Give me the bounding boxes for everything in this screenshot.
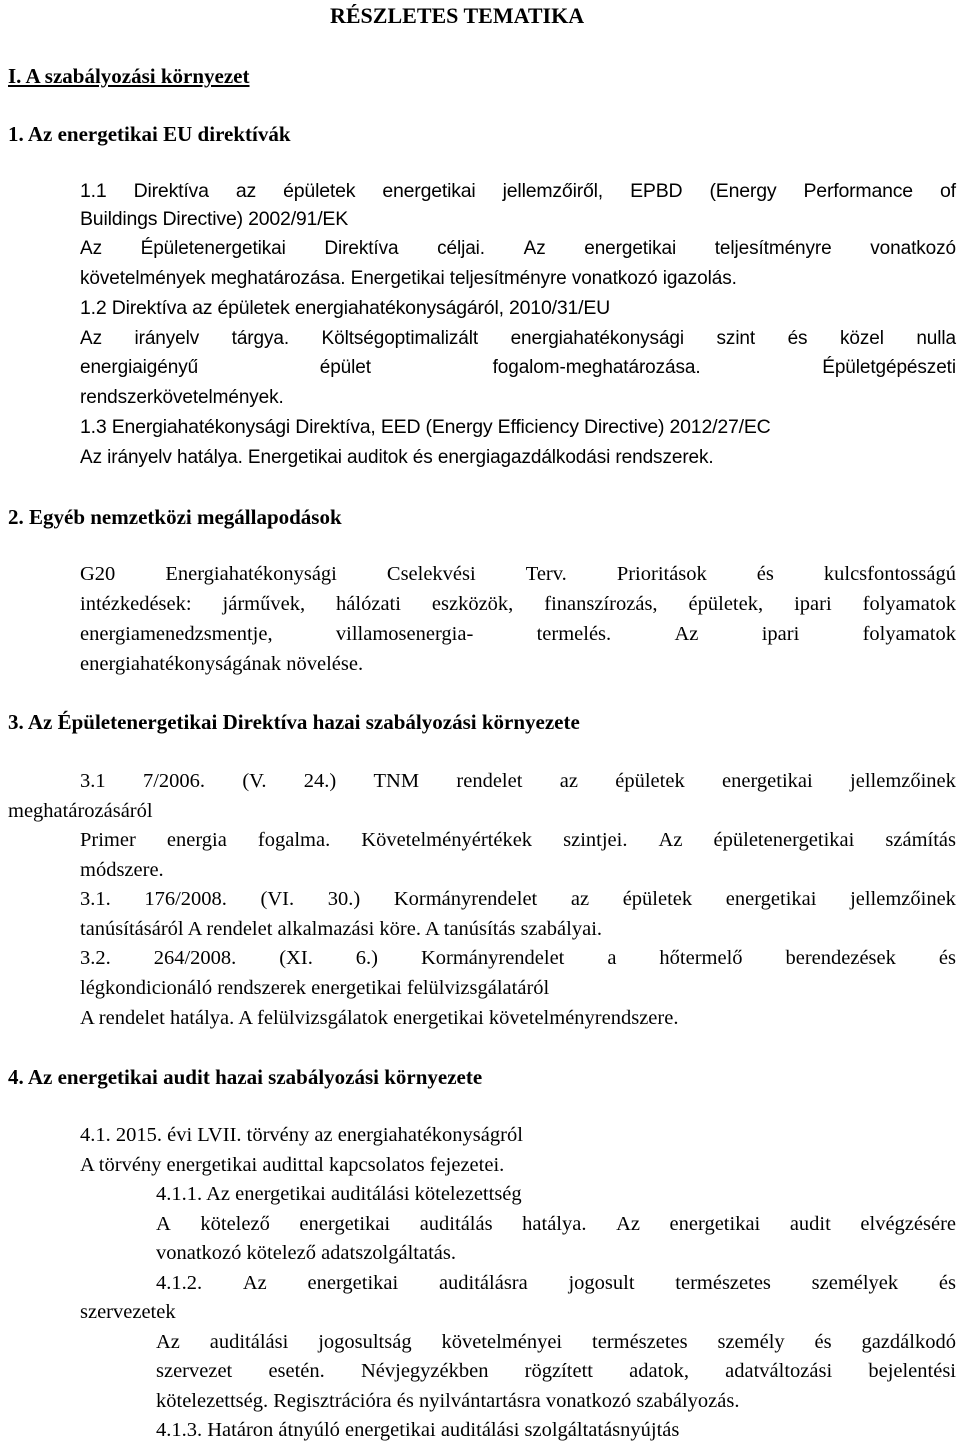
word: EPBD — [630, 180, 683, 202]
word: energetikai — [725, 888, 817, 910]
word: tárgya. — [231, 328, 290, 349]
word: elvégzésére — [860, 1213, 956, 1235]
word: Az — [658, 829, 683, 851]
word: Költségoptimalizált — [321, 328, 479, 349]
paragraph-line: légkondicionáló rendszerek energetikai felülvizsgálatáról — [80, 977, 550, 999]
paragraph-line — [156, 1273, 956, 1294]
word: és — [756, 563, 774, 585]
word: adatok, — [629, 1360, 689, 1382]
word: 4.1.2. — [156, 1272, 203, 1294]
word: jellemzőinek — [850, 770, 956, 792]
word: és — [938, 947, 956, 969]
word: Kormányrendelet — [393, 888, 538, 910]
word: TNM — [373, 770, 420, 792]
paragraph-line: Buildings Directive) 2002/91/EK — [80, 208, 349, 230]
paragraph-line: szervezetek — [80, 1301, 176, 1323]
word: és — [787, 328, 808, 349]
word: az — [235, 180, 257, 202]
word: Épületgépészeti — [822, 357, 956, 378]
word: ipari — [794, 593, 832, 615]
paragraph-line — [80, 329, 956, 348]
word: 264/2008. — [153, 947, 237, 969]
paragraph-line — [156, 1214, 956, 1235]
word: Prioritások — [616, 563, 707, 585]
word: teljesítményre — [714, 238, 832, 259]
word: jogosult — [568, 1272, 635, 1294]
word: 1.1 — [80, 180, 107, 202]
word: folyamatok — [862, 593, 956, 615]
word: energetikai — [722, 770, 813, 792]
word: (VI. — [260, 888, 295, 910]
word: audit — [789, 1213, 831, 1235]
word: természetes — [592, 1331, 688, 1353]
word: vonatkozó — [870, 238, 956, 259]
word: A — [156, 1213, 171, 1235]
paragraph-line: 4.1.1. Az energetikai auditálási kötelezettség — [156, 1183, 522, 1205]
paragraph-line — [80, 889, 956, 910]
word: energetikai — [307, 1272, 399, 1294]
paragraph-line: A rendelet hatálya. A felülvizsgálatok energetikai követelményrendszere. — [80, 1007, 679, 1029]
word: intézkedések: — [80, 593, 192, 615]
paragraph-line — [156, 1361, 956, 1382]
word: Az — [523, 238, 546, 259]
word: kötelező — [200, 1213, 270, 1235]
word: esetén. — [268, 1360, 325, 1382]
paragraph-line: vonatkozó kötelező adatszolgáltatás. — [156, 1242, 456, 1264]
document-title: RÉSZLETES TEMATIKA — [330, 3, 585, 28]
section-heading-building-directive-domestic: 3. Az Épületenergetikai Direktíva hazai szabályozási környezete — [8, 710, 580, 734]
word: és — [814, 1331, 832, 1353]
word: céljai. — [437, 238, 485, 259]
word: villamosenergia- — [335, 623, 474, 645]
paragraph-line: 4.1.3. Határon átnyúló energetikai auditálási szolgáltatásnyújtás — [156, 1419, 680, 1441]
word: Kormányrendelet — [420, 947, 565, 969]
word: 7/2006. — [142, 770, 206, 792]
word: épület — [319, 357, 371, 378]
paragraph-line — [80, 771, 956, 792]
paragraph-line: A törvény energetikai audittal kapcsolatos fejezetei. — [80, 1154, 505, 1176]
word: termelés. — [536, 623, 612, 645]
section-heading-energy-audit-domestic: 4. Az energetikai audit hazai szabályozási környezete — [8, 1065, 483, 1089]
paragraph-line — [80, 182, 956, 202]
word: (XI. — [279, 947, 313, 969]
paragraph-line: Az irányelv hatálya. Energetikai auditok és energiagazdálkodási rendszerek. — [80, 447, 714, 468]
word: Az — [616, 1213, 640, 1235]
paragraph-line — [80, 564, 956, 585]
word: energia — [166, 829, 227, 851]
word: épületek — [622, 888, 693, 910]
word: (V. — [242, 770, 267, 792]
word: energetikai — [584, 238, 677, 259]
section-heading-international-agreements: 2. Egyéb nemzetközi megállapodások — [8, 505, 342, 529]
word: személyek — [811, 1272, 899, 1294]
word: bejelentési — [868, 1360, 956, 1382]
word: jellemzőiről, — [502, 180, 604, 202]
word: auditálási — [209, 1331, 289, 1353]
word: épületek — [283, 180, 356, 202]
paragraph-line — [80, 239, 956, 258]
word: járművek, — [222, 593, 306, 615]
word: 3.1 — [80, 770, 106, 792]
word: energetikai — [382, 180, 476, 202]
word: Az — [80, 238, 102, 259]
word: Primer — [80, 829, 136, 851]
paragraph-line: 4.1. 2015. évi LVII. törvény az energiahatékonyságról — [80, 1124, 523, 1146]
word: Cselekvési — [386, 563, 476, 585]
word: közel — [839, 328, 884, 349]
word: folyamatok — [862, 623, 956, 645]
paragraph-line: módszere. — [80, 859, 164, 881]
word: Az — [674, 623, 699, 645]
word: rögzített — [524, 1360, 593, 1382]
word: of — [940, 180, 956, 202]
word: Direktíva — [133, 180, 209, 202]
word: Performance — [803, 180, 913, 202]
word: irányelv — [134, 328, 200, 349]
word: szint — [716, 328, 756, 349]
word: épületek, — [688, 593, 764, 615]
paragraph-line — [156, 1332, 956, 1353]
paragraph-line — [80, 594, 956, 615]
paragraph-line — [80, 358, 956, 377]
word: finanszírozás, — [544, 593, 658, 615]
paragraph-line: rendszerkövetelmények. — [80, 387, 284, 408]
paragraph-line — [80, 830, 956, 851]
word: adatváltozási — [725, 1360, 833, 1382]
word: Az — [242, 1272, 267, 1294]
word: az — [570, 888, 590, 910]
word: hőtermelő — [659, 947, 743, 969]
word: szervezet — [156, 1360, 233, 1382]
word: energiahatékonysági — [510, 328, 685, 349]
paragraph-line — [80, 948, 956, 969]
word: az — [559, 770, 578, 792]
word: energiamenedzsmentje, — [80, 623, 273, 645]
word: (Energy — [709, 180, 777, 202]
word: jellemzőinek — [850, 888, 956, 910]
paragraph-line — [80, 624, 956, 645]
paragraph-line: követelmények meghatározása. Energetikai teljesítményre vonatkozó igazolás. — [80, 268, 737, 289]
word: természetes — [675, 1272, 771, 1294]
word: fogalma. — [257, 829, 331, 851]
word: jogosultság — [318, 1331, 412, 1353]
section-heading-regulatory-environment: I. A szabályozási környezet — [8, 64, 250, 88]
word: nulla — [916, 328, 956, 349]
word: gazdálkodó — [861, 1331, 956, 1353]
paragraph-line: energiahatékonyságának növelése. — [80, 653, 364, 675]
word: követelményei — [441, 1331, 563, 1353]
word: G20 — [80, 563, 116, 585]
word: Terv. — [525, 563, 567, 585]
word: energetikai — [669, 1213, 761, 1235]
word: épületenergetikai — [713, 829, 855, 851]
word: hálózati — [336, 593, 401, 615]
word: ipari — [761, 623, 800, 645]
word: számítás — [885, 829, 956, 851]
word: épületek — [615, 770, 685, 792]
word: Az — [156, 1331, 180, 1353]
word: 30.) — [327, 888, 361, 910]
word: Direktíva — [324, 238, 399, 259]
word: Az — [80, 328, 102, 349]
word: energetikai — [299, 1213, 391, 1235]
word: auditálásra — [438, 1272, 528, 1294]
word: Névjegyzékben — [360, 1360, 489, 1382]
word: a — [607, 947, 617, 969]
word: Energiahatékonysági — [165, 563, 337, 585]
section-heading-eu-directives: 1. Az energetikai EU direktívák — [8, 122, 291, 146]
word: eszközök, — [431, 593, 514, 615]
word: és — [938, 1272, 956, 1294]
word: 3.1. — [80, 888, 111, 910]
word: hatálya. — [522, 1213, 587, 1235]
word: személy — [717, 1331, 785, 1353]
word: 6.) — [355, 947, 378, 969]
word: rendelet — [456, 770, 523, 792]
paragraph-line: kötelezettség. Regisztrációra és nyilvántartásra vonatkozó szabályozás. — [156, 1390, 740, 1412]
paragraph-line: 1.2 Direktíva az épületek energiahatékonyságáról, 2010/31/EU — [80, 297, 611, 319]
word: kulcsfontosságú — [823, 563, 956, 585]
paragraph-line: tanúsításáról A rendelet alkalmazási köre. A tanúsítás szabályai. — [80, 918, 603, 940]
word: 24.) — [303, 770, 337, 792]
word: auditálás — [419, 1213, 493, 1235]
word: Követelményértékek — [361, 829, 533, 851]
word: 3.2. — [80, 947, 111, 969]
word: Épületenergetikai — [140, 238, 286, 259]
word: energiaigényű — [80, 357, 199, 378]
word: fogalom-meghatározása. — [492, 357, 701, 378]
word: 176/2008. — [144, 888, 227, 910]
word: berendezések — [785, 947, 896, 969]
paragraph-line: 1.3 Energiahatékonysági Direktíva, EED (Energy Efficiency Directive) 2012/27/EC — [80, 416, 771, 438]
word: szintjei. — [563, 829, 628, 851]
paragraph-line: meghatározásáról — [8, 800, 153, 822]
